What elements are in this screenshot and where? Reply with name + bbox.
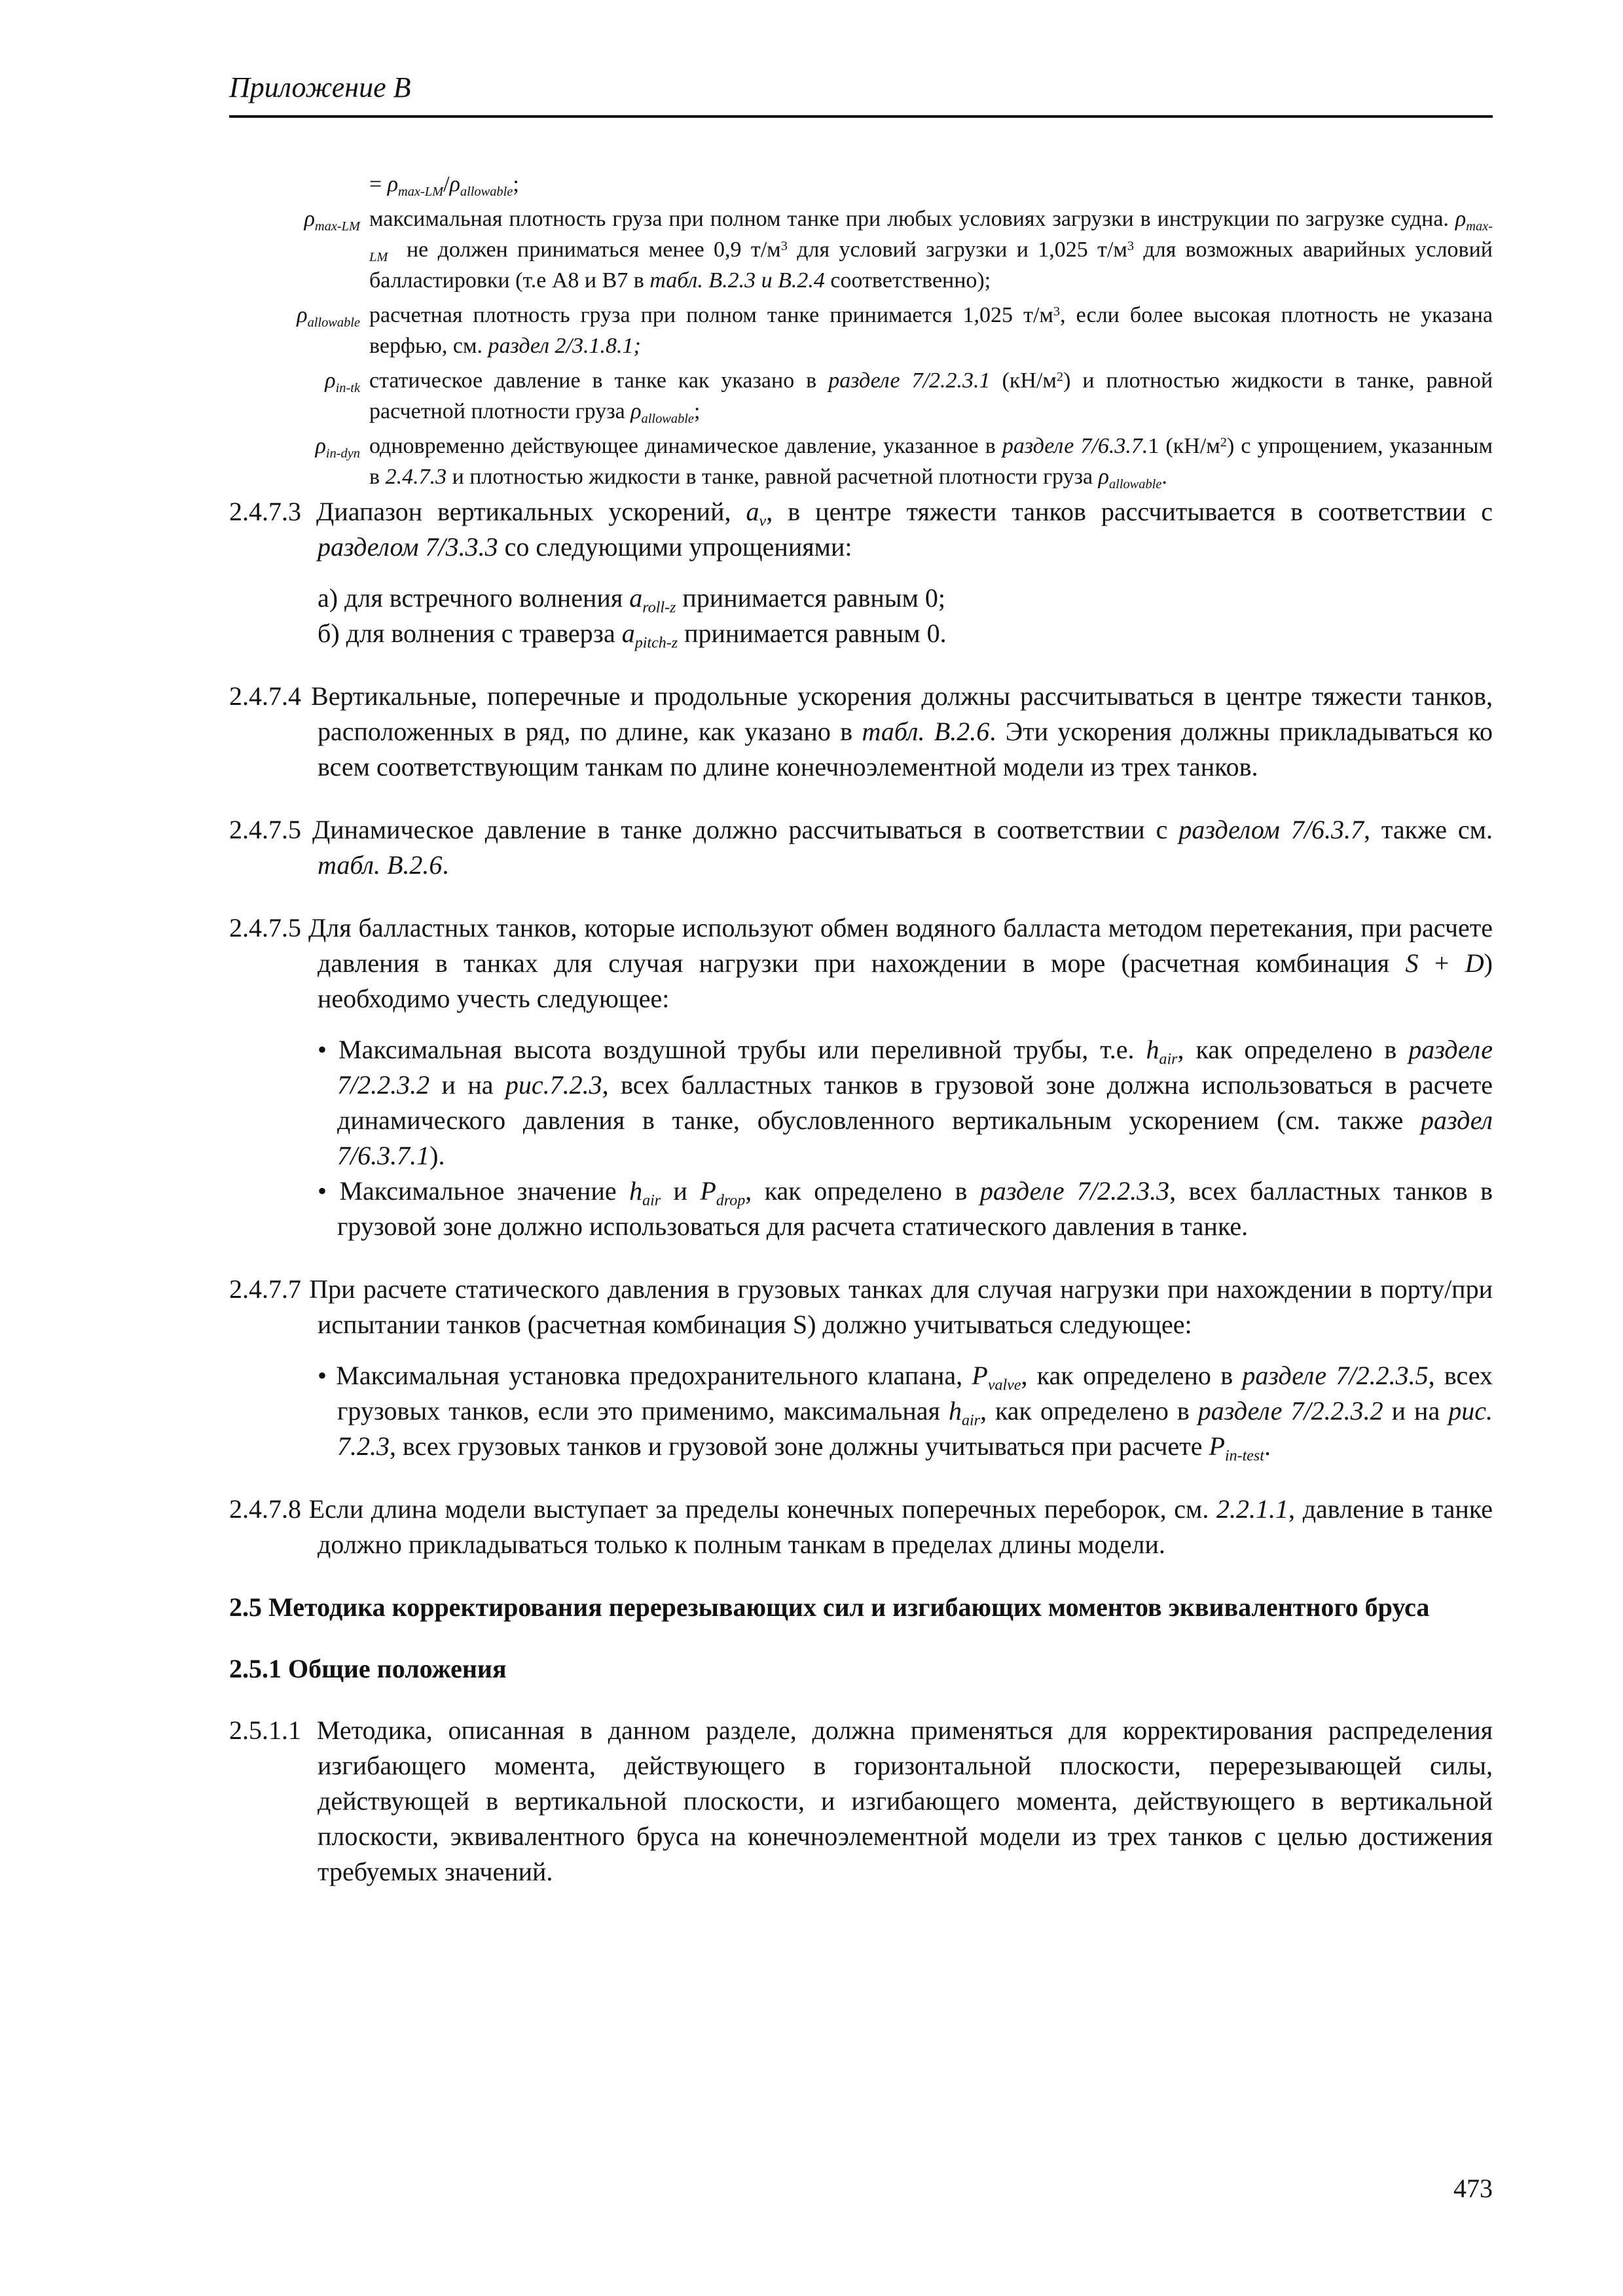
definition-rho-allowable: $\rho_{allowable}$ расчетная плотность груза при полном танке принимается 1,025 $т/м^3$, если более высокая плотность не указана верфью, см. раздел 2/3.1.8.1; — [297, 303, 1493, 358]
paragraph-2-4-7-5-b: 2.4.7.5 Для балластных танков, которые используют обмен водяного балласта методом перетекания, при расчете давления в танках для случая нагрузки при нахождении в море (расчетная комбинация S + D) необходимо учесть следующее: — [229, 913, 1493, 1013]
heading-2-5: 2.5 Методика корректирования перерезывающих сил и изгибающих моментов эквивалентного бруса — [229, 1592, 1430, 1622]
running-header: Приложение В — [229, 71, 411, 103]
page-number: 473 — [1453, 2174, 1493, 2203]
paragraph-2-5-1-1: 2.5.1.1 Методика, описанная в данном разделе, должна применяться для корректирования распределения изгибающего момента, действующего в горизонтальной плоскости, перерезывающей силы, действующей в вертикальной плоскости, и изгибающего момента, действующего в вертикальной плоскости, эквивалентного бруса на конечноэлементной модели из трех танков с целью достижения требуемых значений. — [229, 1715, 1493, 1886]
paragraph-2-4-7-7: 2.4.7.7 При расчете статического давления в грузовых танках для случая нагрузки при нахождении в порту/при испытании танков (расчетная комбинация S) должно учитываться следующее: — [229, 1274, 1493, 1339]
list-item: • Максимальная установка предохранительного клапана, $P_{valve}$, как определено в разделе 7/2.2.3.5, всех грузовых танков, если это применимо, максимальная $h_{air}$, как определено в разделе 7/2.2.3.2 и на рис. 7.2.3, всех грузовых танков и грузовой зоне должны учитываться при расчете $P_{in-test}$. — [318, 1361, 1493, 1465]
list-item: а) для встречного волнения $a_{roll-z}$ принимается равным 0; — [318, 583, 946, 617]
paragraph-2-4-7-3: 2.4.7.3 Диапазон вертикальных ускорений, $a_v$, в центре тяжести танков рассчитывается в соответствии с разделом 7/3.3.3 со следующими упрощениями: — [229, 497, 1493, 562]
paragraph-2-4-7-8: 2.4.7.8 Если длина модели выступает за пределы конечных поперечных переборок, см. 2.2.1.1, давление в танке должно прикладываться только к полным танкам в пределах длины модели. — [229, 1494, 1493, 1559]
symbol-definitions — [229, 169, 1493, 496]
bullets-2-4-7-7 — [229, 1358, 1493, 1464]
definition-rho-max-lm: $\rho_{max-LM}$ максимальная плотность груза при полном танке при любых условиях загрузки в инструкции по загрузке судна. $\rho_{max-LM}$ не должен приниматься менее 0,9 $т/м^3$ для условий загрузки и 1,025 $т/м^3$ для возможных аварийных условий балластировки (т.е А8 и В7 в табл. В.2.3 и В.2.4 соответственно); — [304, 207, 1493, 293]
paragraph-2-4-7-4: 2.4.7.4 Вертикальные, поперечные и продольные ускорения должны рассчитываться в центре тяжести танков, расположенных в ряд, по длине, как указано в табл. В.2.6. Эти ускорения должны прикладываться ко всем соответствующим танкам по длине конечноэлементной модели из трех танков. — [229, 681, 1493, 781]
paragraph-2-4-7-5-a: 2.4.7.5 Динамическое давление в танке должно рассчитываться в соответствии с разделом 7/6.3.7, также см. табл. В.2.6. — [229, 815, 1493, 880]
heading-2-5-1: 2.5.1 Общие положения — [229, 1654, 507, 1683]
definition-ratio: = $\rho_{max-LM}/\rho_{allowable}$; — [369, 172, 519, 200]
list-item: • Максимальное значение $h_{air}$ и $P_{drop}$, как определено в разделе 7/2.2.3.3, всех балластных танков в грузовой зоне должно использоваться для расчета статического давления в танке. — [318, 1176, 1493, 1241]
header-rule — [229, 115, 1493, 118]
list-item: б) для волнения с траверза $a_{pitch-z}$ принимается равным 0. — [318, 619, 947, 652]
definition-rho-in-dyn: $\rho_{in-dyn}$ одновременно действующее динамическое давление, указанное в разделе 7/6.3.7.1 $(кН/м^2)$ с упрощением, указанным в 2.4.7.3 и плотностью жидкости в танке, равной расчетной плотности груза $\rho_{allowable}$. — [315, 434, 1493, 492]
list-item: • Максимальная высота воздушной трубы или переливной трубы, т.е. $h_{air}$, как определено в разделе 7/2.2.3.2 и на рис.7.2.3, всех балластных танков в грузовой зоне должна использоваться в расчете динамического давления в танке, обусловленного вертикальным ускорением (см. также раздел 7/6.3.7.1). — [318, 1035, 1493, 1170]
bullets-2-4-7-5 — [229, 1032, 1493, 1244]
main-text — [229, 494, 1493, 1917]
definition-rho-in-tk: $\rho_{in-tk}$ статическое давление в танке как указано в разделе 7/2.2.3.1 $(кН/м^2)$ и плотностью жидкости в танке, равной расчетной плотности груза $\rho_{allowable}$; — [325, 368, 1493, 427]
list-2-4-7-3 — [229, 581, 1493, 651]
